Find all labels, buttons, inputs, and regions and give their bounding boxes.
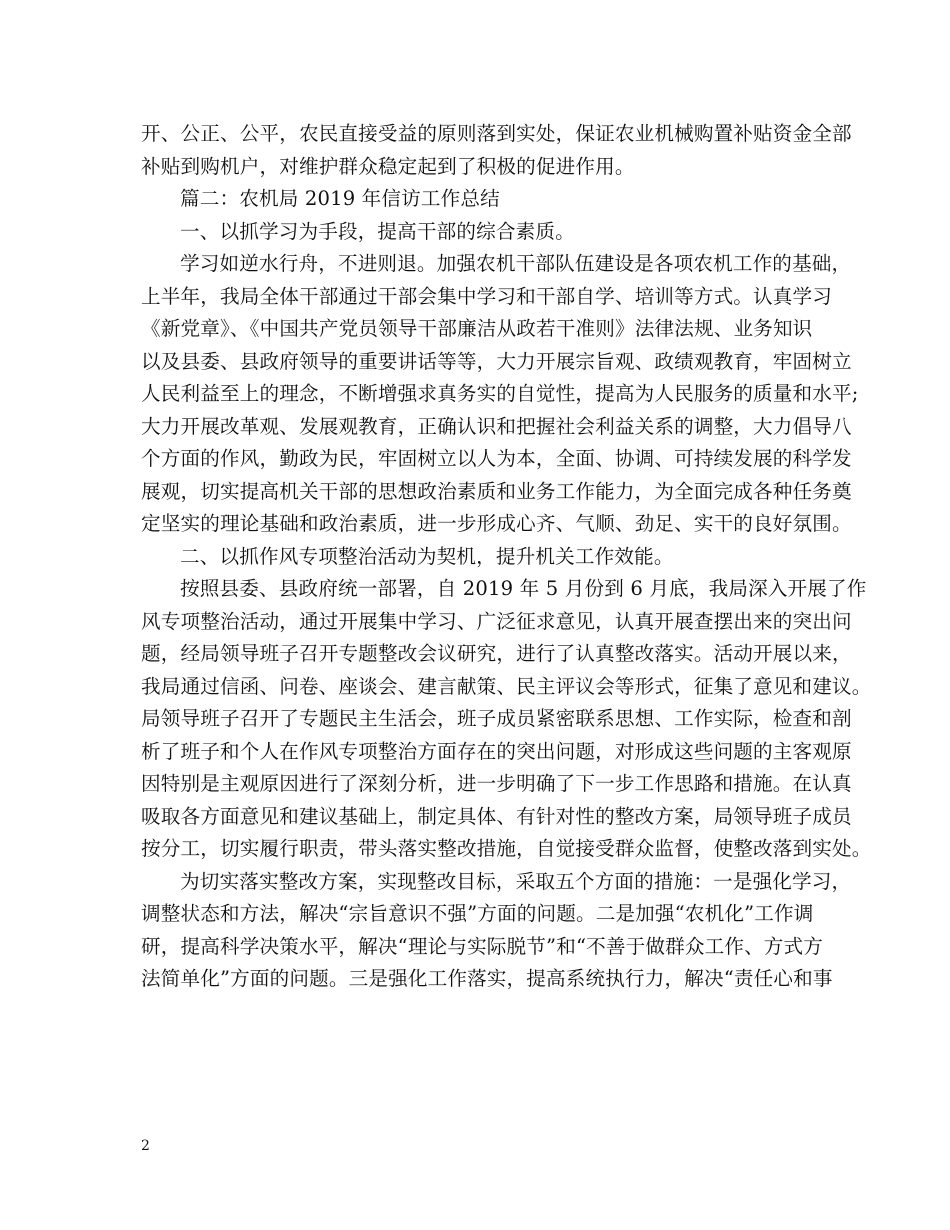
text-line: 题，经局领导班子召开专题整改会议研究，进行了认真整改落实。活动开展以来，	[141, 642, 852, 665]
text-line: 个方面的作风，勤政为民，牢固树立以人为本，全面、协调、可持续发展的科学发	[141, 447, 852, 470]
text-line: 风专项整治活动，通过开展集中学习、广泛征求意见，认真开展查摆出来的突出问	[141, 609, 852, 633]
text-line: 定坚实的理论基础和政治素质，进一步形成心齐、气顺、劲足、实干的良好氛围。	[141, 512, 852, 535]
text-line: 学习如逆水行舟，不进则退。加强农机干部队伍建设是各项农机工作的基础，	[180, 252, 852, 275]
text-line: 调整状态和方法，解决“宗旨意识不强”方面的问题。二是加强“农机化”工作调	[141, 902, 814, 925]
text-line: 一、以抓学习为手段，提高干部的综合素质。	[180, 219, 575, 243]
text-line: 以及县委、县政府领导的重要讲话等等，大力开展宗旨观、政绩观教育，牢固树立	[141, 349, 852, 373]
document-body	[141, 118, 872, 996]
text-line: 大力开展改革观、发展观教育，正确认识和把握社会利益关系的调整，大力倡导八	[141, 414, 852, 438]
text-line: 研，提高科学决策水平，解决“理论与实际脱节”和“不善于做群众工作、方式方	[141, 934, 824, 958]
text-line: 按分工，切实履行职责，带头落实整改措施，自觉接受群众监督，使整改落到实处。	[141, 837, 872, 860]
page-number: 2	[141, 1138, 150, 1154]
text-line: 二、以抓作风专项整治活动为契机，提升机关工作效能。	[180, 544, 674, 568]
text-line: 篇二：农机局 2019 年信访工作总结	[180, 187, 500, 210]
text-line: 人民利益至上的理念，不断增强求真务实的自觉性，提高为人民服务的质量和水平;	[141, 382, 859, 405]
text-line: 展观，切实提高机关干部的思想政治素质和业务工作能力，为全面完成各种任务奠	[141, 479, 852, 503]
text-line: 我局通过信函、问卷、座谈会、建言献策、民主评议会等形式，征集了意见和建议。	[141, 674, 872, 698]
text-line: 补贴到购机户，对维护群众稳定起到了积极的促进作用。	[141, 154, 635, 178]
text-line: 《新党章》、《中国共产党员领导干部廉洁从政若干准则》法律法规、业务知识	[141, 317, 813, 340]
text-line: 按照县委、县政府统一部署，自 2019 年 5 月份到 6 月底，我局深入开展了作	[180, 577, 867, 600]
text-line: 局领导班子召开了专题民主生活会，班子成员紧密联系思想、工作实际，检查和剖	[141, 707, 852, 730]
text-line: 为切实落实整改方案，实现整改目标，采取五个方面的措施：一是强化学习，	[180, 869, 852, 893]
text-line: 上半年，我局全体干部通过干部会集中学习和干部自学、培训等方式。认真学习	[141, 284, 833, 308]
text-line: 开、公正、公平，农民直接受益的原则落到实处，保证农业机械购置补贴资金全部	[141, 122, 852, 145]
text-line: 因特别是主观原因进行了深刻分析，进一步明确了下一步工作思路和措施。在认真	[141, 772, 852, 795]
text-line: 法简单化”方面的问题。三是强化工作落实，提高系统执行力，解决“责任心和事	[141, 967, 833, 990]
text-line: 吸取各方面意见和建议基础上，制定具体、有针对性的整改方案，局领导班子成员	[141, 804, 852, 828]
text-line: 析了班子和个人在作风专项整治方面存在的突出问题，对形成这些问题的主客观原	[141, 739, 852, 763]
